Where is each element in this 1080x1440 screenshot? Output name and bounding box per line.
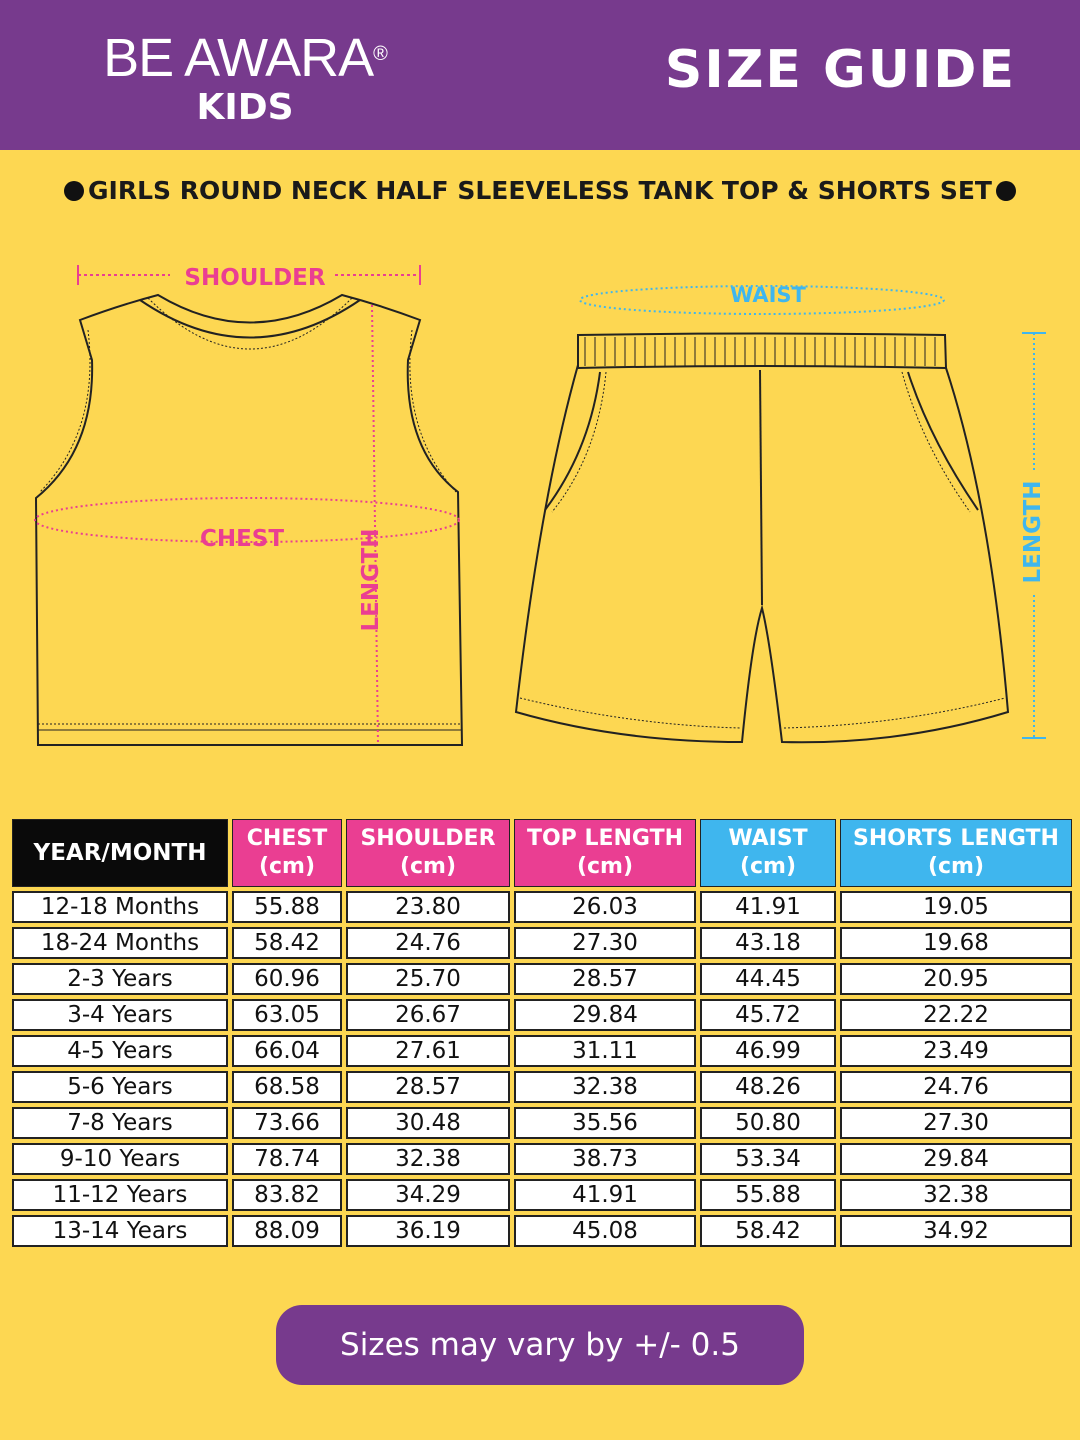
cell-chest: 63.05 — [232, 999, 342, 1031]
cell-shoulder: 23.80 — [346, 891, 510, 923]
cell-age: 18-24 Months — [12, 927, 228, 959]
bullet-dot-icon — [64, 181, 84, 201]
brand-logo — [60, 28, 430, 128]
cell-waist: 50.80 — [700, 1107, 836, 1139]
cell-waist: 48.26 — [700, 1071, 836, 1103]
table-row — [12, 1215, 1072, 1247]
cell-top-length: 31.11 — [514, 1035, 696, 1067]
header-shoulder: SHOULDER (cm) — [346, 819, 510, 887]
tank-top-illustration — [36, 295, 462, 745]
cell-age: 9-10 Years — [12, 1143, 228, 1175]
header-shorts-length: SHORTS LENGTH (cm) — [840, 819, 1072, 887]
table-row — [12, 1107, 1072, 1139]
header-year-month: YEAR/MONTH — [12, 819, 228, 887]
cell-age: 3-4 Years — [12, 999, 228, 1031]
cell-shorts-length: 24.76 — [840, 1071, 1072, 1103]
cell-shorts-length: 27.30 — [840, 1107, 1072, 1139]
cell-waist: 43.18 — [700, 927, 836, 959]
header-chest: CHEST (cm) — [232, 819, 342, 887]
cell-top-length: 41.91 — [514, 1179, 696, 1211]
page-title: SIZE GUIDE — [664, 40, 1016, 100]
cell-shoulder: 27.61 — [346, 1035, 510, 1067]
cell-waist: 58.42 — [700, 1215, 836, 1247]
shorts-length-label: LENGTH — [1020, 480, 1046, 584]
cell-age: 7-8 Years — [12, 1107, 228, 1139]
size-table — [8, 815, 1076, 1251]
garment-diagram — [0, 250, 1080, 760]
cell-chest: 88.09 — [232, 1215, 342, 1247]
cell-top-length: 45.08 — [514, 1215, 696, 1247]
size-variance-note: Sizes may vary by +/- 0.5 — [276, 1305, 804, 1385]
table-row — [12, 999, 1072, 1031]
cell-age: 5-6 Years — [12, 1071, 228, 1103]
cell-age: 11-12 Years — [12, 1179, 228, 1211]
cell-age: 2-3 Years — [12, 963, 228, 995]
cell-shorts-length: 34.92 — [840, 1215, 1072, 1247]
cell-shoulder: 28.57 — [346, 1071, 510, 1103]
cell-shoulder: 24.76 — [346, 927, 510, 959]
registered-mark: ® — [373, 43, 387, 65]
cell-chest: 60.96 — [232, 963, 342, 995]
cell-waist: 45.72 — [700, 999, 836, 1031]
header-top-length: TOP LENGTH (cm) — [514, 819, 696, 887]
cell-waist: 41.91 — [700, 891, 836, 923]
product-title: GIRLS ROUND NECK HALF SLEEVELESS TANK TOP & SHORTS SET — [0, 176, 1080, 205]
chest-label: CHEST — [199, 526, 285, 552]
cell-shoulder: 30.48 — [346, 1107, 510, 1139]
top-length-label: LENGTH — [358, 528, 384, 632]
table-row — [12, 1179, 1072, 1211]
cell-chest: 55.88 — [232, 891, 342, 923]
shorts-illustration — [516, 334, 1008, 743]
cell-chest: 73.66 — [232, 1107, 342, 1139]
cell-shoulder: 25.70 — [346, 963, 510, 995]
shoulder-label: SHOULDER — [184, 265, 326, 291]
cell-shorts-length: 22.22 — [840, 999, 1072, 1031]
brand-name: BE AWARA® — [103, 28, 387, 88]
cell-chest: 83.82 — [232, 1179, 342, 1211]
table-row — [12, 891, 1072, 923]
brand-sub: KIDS — [196, 87, 294, 128]
cell-shorts-length: 23.49 — [840, 1035, 1072, 1067]
cell-age: 12-18 Months — [12, 891, 228, 923]
header-bar — [0, 0, 1080, 150]
table-header-row — [12, 819, 1072, 887]
cell-top-length: 26.03 — [514, 891, 696, 923]
cell-shoulder: 32.38 — [346, 1143, 510, 1175]
cell-chest: 58.42 — [232, 927, 342, 959]
cell-waist: 44.45 — [700, 963, 836, 995]
table-row — [12, 1071, 1072, 1103]
cell-shorts-length: 19.68 — [840, 927, 1072, 959]
cell-shorts-length: 20.95 — [840, 963, 1072, 995]
table-row — [12, 927, 1072, 959]
cell-top-length: 27.30 — [514, 927, 696, 959]
cell-shorts-length: 19.05 — [840, 891, 1072, 923]
waist-label: WAIST — [730, 283, 806, 307]
cell-top-length: 28.57 — [514, 963, 696, 995]
table-row — [12, 1143, 1072, 1175]
cell-age: 4-5 Years — [12, 1035, 228, 1067]
cell-chest: 78.74 — [232, 1143, 342, 1175]
cell-top-length: 29.84 — [514, 999, 696, 1031]
cell-shoulder: 36.19 — [346, 1215, 510, 1247]
cell-top-length: 32.38 — [514, 1071, 696, 1103]
cell-waist: 55.88 — [700, 1179, 836, 1211]
table-row — [12, 963, 1072, 995]
cell-waist: 46.99 — [700, 1035, 836, 1067]
cell-waist: 53.34 — [700, 1143, 836, 1175]
cell-shoulder: 34.29 — [346, 1179, 510, 1211]
cell-shoulder: 26.67 — [346, 999, 510, 1031]
cell-age: 13-14 Years — [12, 1215, 228, 1247]
header-waist: WAIST (cm) — [700, 819, 836, 887]
cell-shorts-length: 29.84 — [840, 1143, 1072, 1175]
table-row — [12, 1035, 1072, 1067]
bullet-dot-icon — [996, 181, 1016, 201]
cell-top-length: 38.73 — [514, 1143, 696, 1175]
cell-chest: 68.58 — [232, 1071, 342, 1103]
cell-chest: 66.04 — [232, 1035, 342, 1067]
cell-shorts-length: 32.38 — [840, 1179, 1072, 1211]
cell-top-length: 35.56 — [514, 1107, 696, 1139]
